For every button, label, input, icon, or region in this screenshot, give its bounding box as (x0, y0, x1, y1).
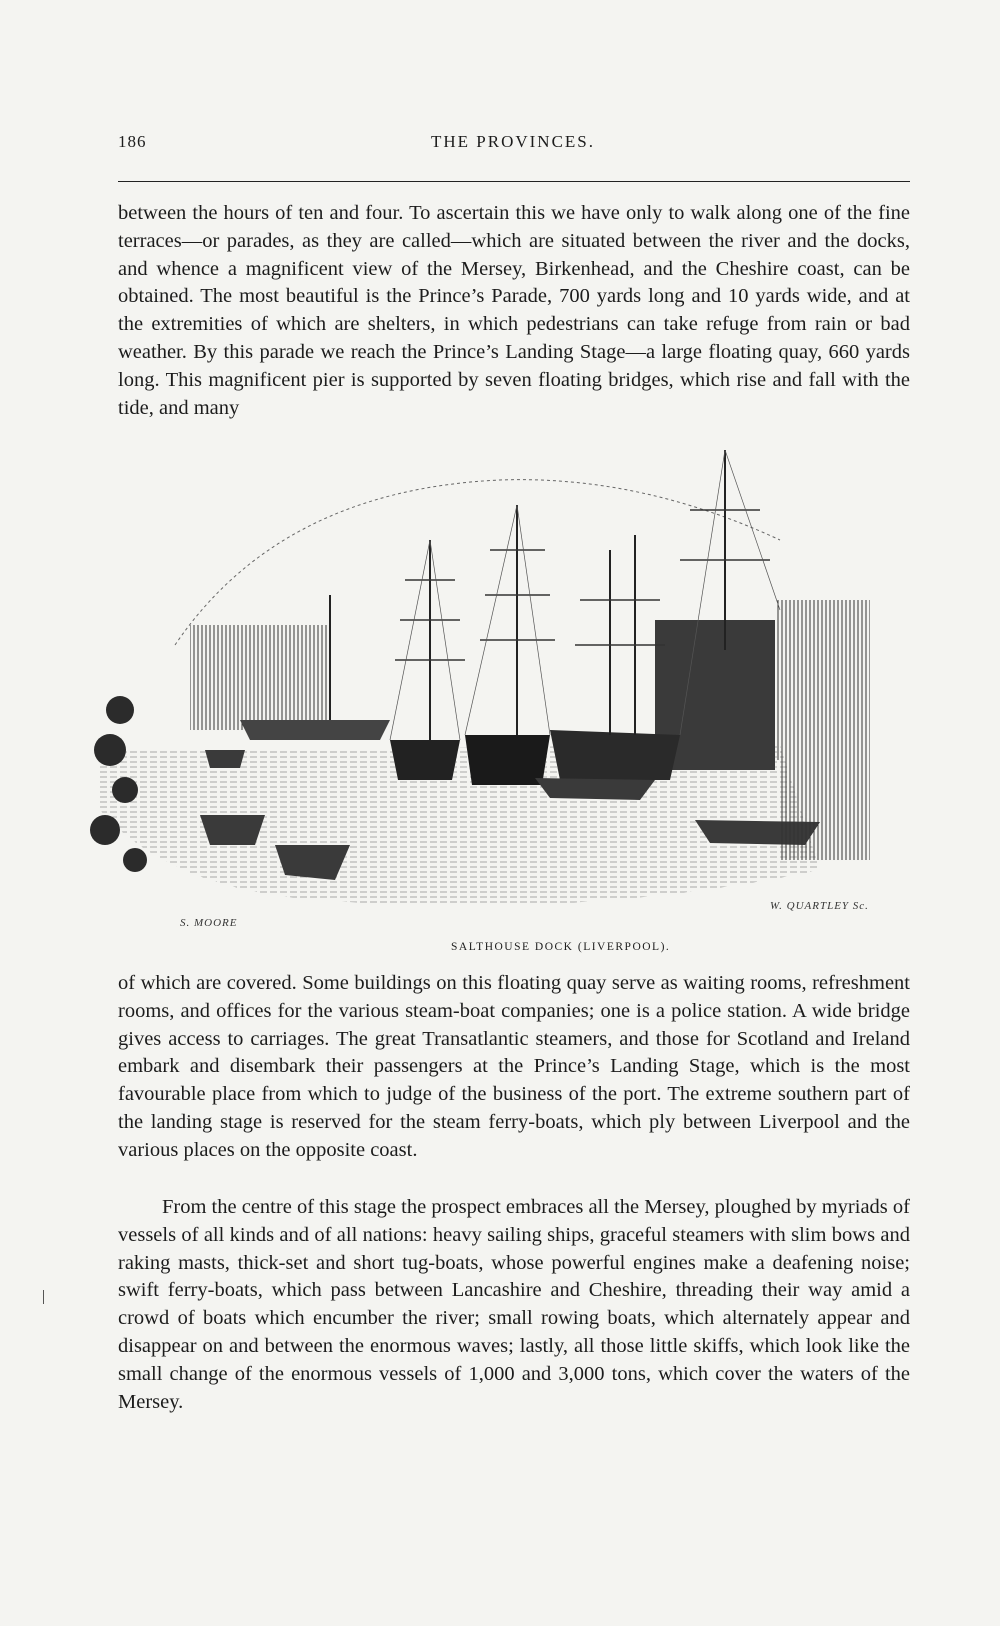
ship-hull-3 (550, 730, 680, 780)
ship-hull-2 (465, 735, 550, 785)
engraver-signature: W. QUARTLEY Sc. (770, 900, 869, 912)
ship-hull-4 (240, 720, 390, 740)
running-title: THE PROVINCES. (430, 132, 595, 151)
artist-signature: S. MOORE (180, 917, 238, 929)
left-warehouse (190, 625, 330, 730)
paragraph-1 (118, 200, 910, 422)
paragraph-2 (118, 970, 910, 1165)
salthouse-dock-engraving (80, 450, 920, 955)
paragraph-3 (118, 1194, 910, 1416)
corner-building (775, 600, 870, 760)
margin-mark (43, 1290, 44, 1304)
page-number: 186 (118, 132, 147, 151)
ship-hull-1 (390, 740, 460, 780)
header-rule (118, 181, 910, 182)
paragraph-1-text: between the hours of ten and four. To ascertain this we have only to walk along one of the fine terraces—or parades, as they are called—which are situated between the river and the docks, and whence a magnificent view of the Mersey, Birkenhead, and the Cheshire coast, can be obtained. The most beautiful is the Prince’s Parade, 700 yards long and 10 yards wide, and at the extremities of which are shelters, in which pedestrians can take refuge from rain or bad weather. By this parade we reach the Prince’s Landing Stage—a large floating quay, 660 yards long. This magnificent pier is supported by seven floating bridges, which rise and fall with the tide, and many (118, 202, 910, 419)
pier-pilings (780, 750, 870, 860)
paragraph-3-text: From the centre of this stage the prospect embraces all the Mersey, ploughed by myriads of vessels of all kinds and of all nations: heavy sailing ships, graceful steamers with slim bows and raking masts, thick-set and short tug-boats, whose powerful engines make a deafening noise; swift ferry-boats, which pass between Lancashire and Cheshire, threading their way amid a crowd of boats which encumber the river; small rowing boats, which alternately appear and disappear on and between the enormous waves; lastly, all those little skiffs, which look like the small change of the enormous vessels of 1,000 and 3,000 tons, which cover the waters of the Mersey. (118, 1196, 910, 1413)
paragraph-2-text: of which are covered. Some buildings on this floating quay serve as waiting rooms, refreshment rooms, and offices for the various steam-boat companies; one is a police station. A wide bridge gives access to carriages. The great Transatlantic steamers, and those for Scotland and Ireland embark and disembark their passengers at the Prince’s Landing Stage, which is the most favourable place from which to judge of the business of the port. The extreme southern part of the landing stage is reserved for the steam ferry-boats, which ply between Liverpool and the various places on the opposite coast. (118, 972, 910, 1161)
illustration-caption: SALTHOUSE DOCK (LIVERPOOL). (451, 941, 671, 953)
